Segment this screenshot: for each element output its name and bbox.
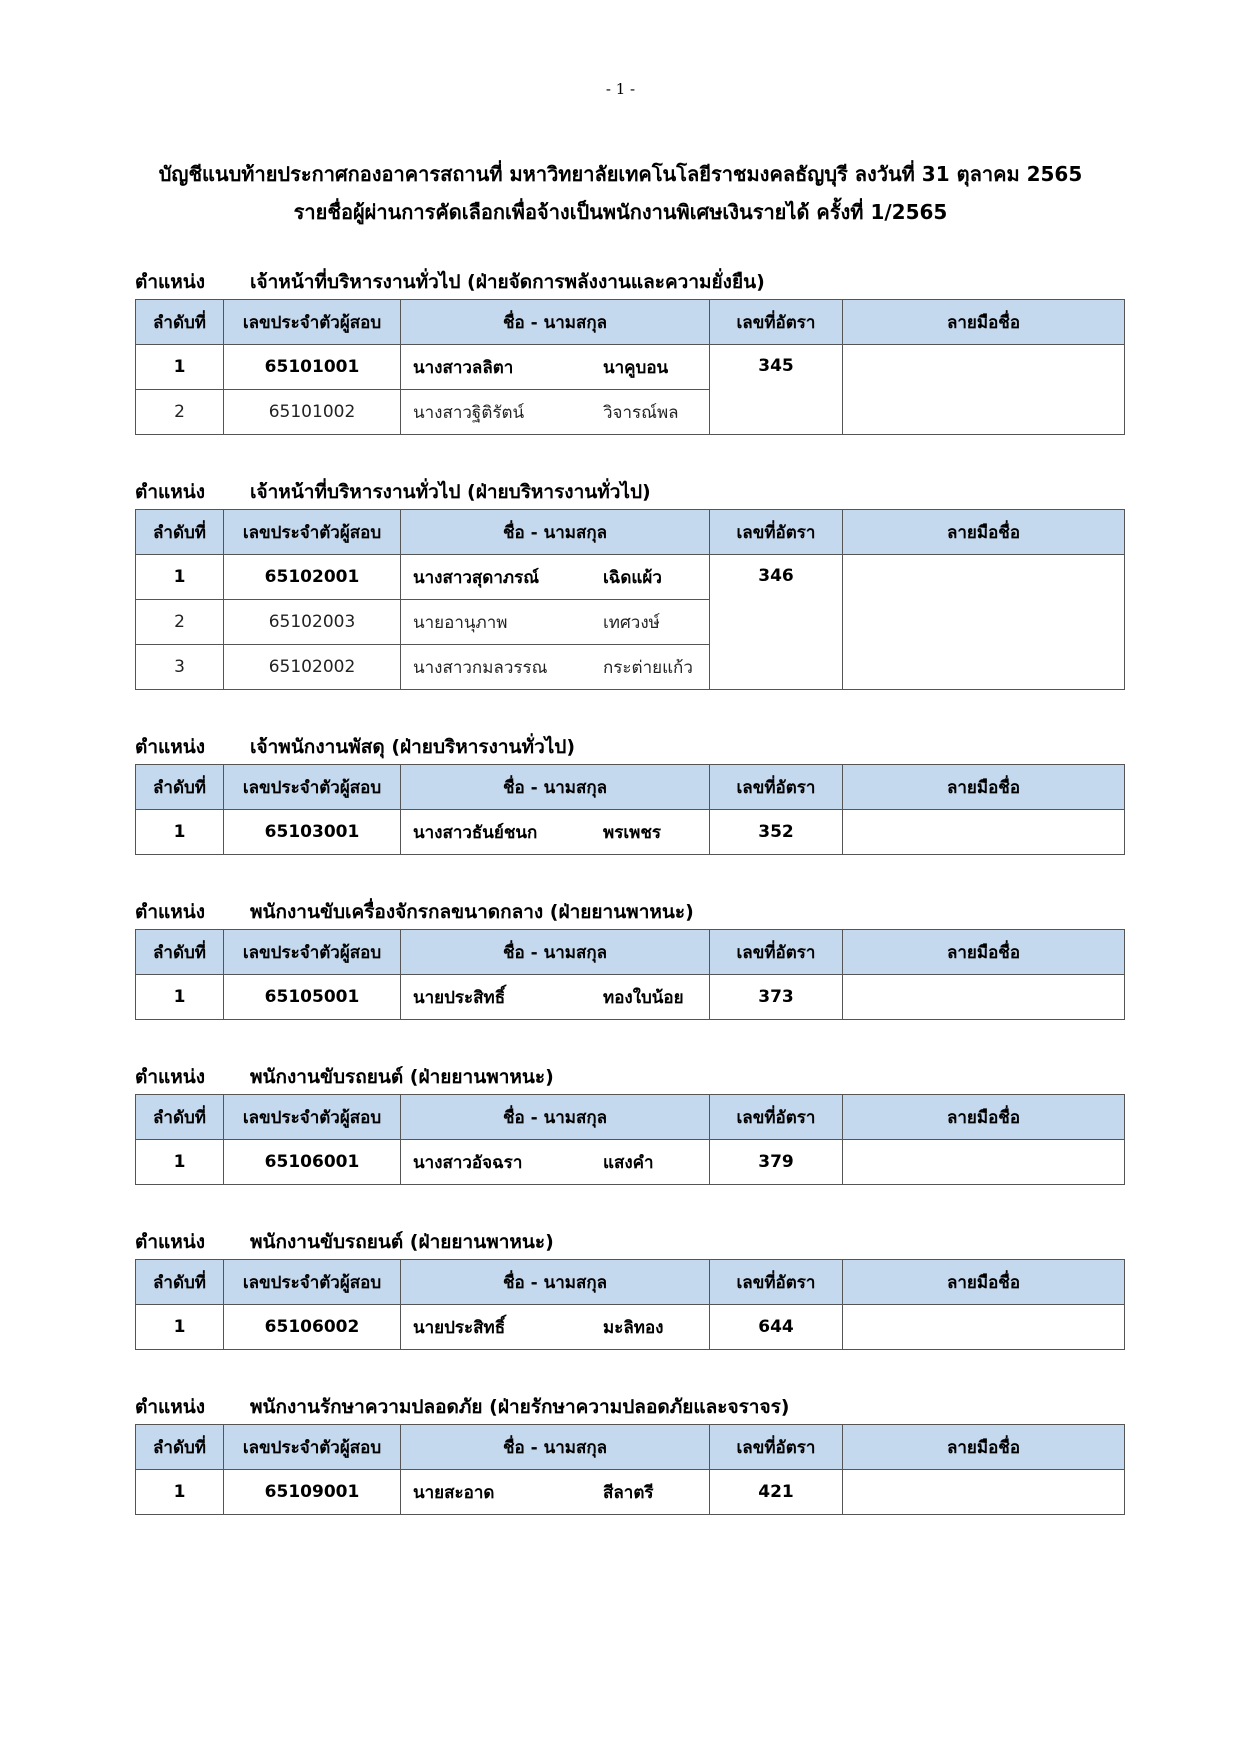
position-section [135, 1060, 1124, 1185]
cell-signature[interactable] [843, 555, 1125, 690]
position-section [135, 475, 1124, 690]
cell-name [401, 810, 710, 855]
cell-exam-id: 65102003 [224, 600, 401, 645]
cell-order: 1 [136, 1470, 224, 1515]
table-header-row [136, 1095, 1125, 1140]
header-signature: ลายมือชื่อ [843, 300, 1125, 345]
position-heading [135, 730, 1124, 764]
position-heading [135, 475, 1124, 509]
candidates-table [135, 299, 1125, 435]
cell-name [401, 600, 710, 645]
cell-order: 1 [136, 975, 224, 1020]
table-header-row [136, 930, 1125, 975]
cell-name [401, 345, 710, 390]
cell-name [401, 1470, 710, 1515]
position-label: ตำแหน่ง [135, 901, 206, 923]
table-row [136, 345, 1125, 390]
cell-name [401, 1305, 710, 1350]
cell-exam-id: 65101002 [224, 390, 401, 435]
cell-rate: 379 [710, 1140, 843, 1185]
table-row [136, 1305, 1125, 1350]
first-name: นางสาวธันย์ชนก [413, 822, 538, 843]
header-exam-id: เลขประจำตัวผู้สอบ [224, 510, 401, 555]
last-name: กระต่ายแก้ว [603, 657, 693, 678]
table-header-row [136, 510, 1125, 555]
header-order: ลำดับที่ [136, 510, 224, 555]
header-order: ลำดับที่ [136, 1095, 224, 1140]
cell-signature[interactable] [843, 345, 1125, 435]
first-name: นางสาวลลิตา [413, 357, 514, 378]
cell-order: 1 [136, 1305, 224, 1350]
first-name: นางสาวอัจฉรา [413, 1152, 523, 1173]
position-heading [135, 1390, 1124, 1424]
header-exam-id: เลขประจำตัวผู้สอบ [224, 1095, 401, 1140]
cell-order: 1 [136, 345, 224, 390]
header-order: ลำดับที่ [136, 1260, 224, 1305]
last-name: เทศวงษ์ [603, 612, 660, 633]
header-exam-id: เลขประจำตัวผู้สอบ [224, 1260, 401, 1305]
position-title: พนักงานขับเครื่องจักรกลขนาดกลาง (ฝ่ายยานพาหนะ) [250, 901, 694, 923]
table-row [136, 555, 1125, 600]
last-name: เฉิดแผ้ว [603, 567, 662, 588]
position-section [135, 1225, 1124, 1350]
cell-exam-id: 65103001 [224, 810, 401, 855]
cell-rate: 373 [710, 975, 843, 1020]
candidates-table [135, 1424, 1125, 1515]
header-exam-id: เลขประจำตัวผู้สอบ [224, 1425, 401, 1470]
table-header-row [136, 1260, 1125, 1305]
header-rate: เลขที่อัตรา [710, 1095, 843, 1140]
header-signature: ลายมือชื่อ [843, 930, 1125, 975]
position-heading [135, 895, 1124, 929]
first-name: นางสาวฐิติรัตน์ [413, 402, 525, 423]
candidates-table [135, 1094, 1125, 1185]
last-name: นาคูบอน [603, 357, 669, 378]
position-section [135, 730, 1124, 855]
cell-name [401, 975, 710, 1020]
first-name: นายอานุภาพ [413, 612, 508, 633]
header-rate: เลขที่อัตรา [710, 765, 843, 810]
cell-signature[interactable] [843, 1140, 1125, 1185]
position-title: พนักงานขับรถยนต์ (ฝ่ายยานพาหนะ) [250, 1231, 554, 1253]
document-subtitle: รายชื่อผู้ผ่านการคัดเลือกเพื่อจ้างเป็นพนักงานพิเศษเงินรายได้ ครั้งที่ 1/2565 [293, 200, 948, 224]
last-name: ทองใบน้อย [603, 987, 684, 1008]
cell-exam-id: 65109001 [224, 1470, 401, 1515]
position-heading [135, 1225, 1124, 1259]
header-name: ชื่อ - นามสกุล [401, 1260, 710, 1305]
cell-order: 1 [136, 555, 224, 600]
header-name: ชื่อ - นามสกุล [401, 1095, 710, 1140]
cell-rate: 644 [710, 1305, 843, 1350]
position-title: พนักงานรักษาความปลอดภัย (ฝ่ายรักษาความปลอดภัยและจราจร) [250, 1396, 790, 1418]
position-label: ตำแหน่ง [135, 736, 206, 758]
header-signature: ลายมือชื่อ [843, 1095, 1125, 1140]
header-order: ลำดับที่ [136, 765, 224, 810]
position-title: พนักงานขับรถยนต์ (ฝ่ายยานพาหนะ) [250, 1066, 554, 1088]
header-rate: เลขที่อัตรา [710, 300, 843, 345]
header-signature: ลายมือชื่อ [843, 1425, 1125, 1470]
position-section [135, 895, 1124, 1020]
cell-exam-id: 65102001 [224, 555, 401, 600]
candidates-table [135, 509, 1125, 690]
cell-exam-id: 65101001 [224, 345, 401, 390]
position-title: เจ้าหน้าที่บริหารงานทั่วไป (ฝ่ายจัดการพลังงานและความยั่งยืน) [250, 271, 765, 293]
header-signature: ลายมือชื่อ [843, 765, 1125, 810]
header-rate: เลขที่อัตรา [710, 1260, 843, 1305]
first-name: นายประสิทธิ์ [413, 987, 506, 1008]
position-label: ตำแหน่ง [135, 1396, 206, 1418]
table-row [136, 1470, 1125, 1515]
position-label: ตำแหน่ง [135, 481, 206, 503]
candidates-table [135, 1259, 1125, 1350]
table-header-row [136, 1425, 1125, 1470]
cell-exam-id: 65102002 [224, 645, 401, 690]
position-section [135, 1390, 1124, 1515]
header-name: ชื่อ - นามสกุล [401, 930, 710, 975]
cell-signature[interactable] [843, 975, 1125, 1020]
cell-order: 2 [136, 390, 224, 435]
cell-signature[interactable] [843, 1305, 1125, 1350]
first-name: นายสะอาด [413, 1482, 495, 1503]
position-title: เจ้าหน้าที่บริหารงานทั่วไป (ฝ่ายบริหารงานทั่วไป) [250, 481, 651, 503]
page-number: - 1 - [605, 80, 636, 98]
header-name: ชื่อ - นามสกุล [401, 1425, 710, 1470]
header-exam-id: เลขประจำตัวผู้สอบ [224, 930, 401, 975]
header-order: ลำดับที่ [136, 300, 224, 345]
table-row [136, 810, 1125, 855]
header-rate: เลขที่อัตรา [710, 1425, 843, 1470]
header-signature: ลายมือชื่อ [843, 510, 1125, 555]
position-label: ตำแหน่ง [135, 271, 206, 293]
header-rate: เลขที่อัตรา [710, 930, 843, 975]
cell-order: 3 [136, 645, 224, 690]
position-section [135, 265, 1124, 435]
cell-order: 1 [136, 1140, 224, 1185]
table-row [136, 975, 1125, 1020]
table-header-row [136, 300, 1125, 345]
cell-rate: 352 [710, 810, 843, 855]
cell-exam-id: 65106001 [224, 1140, 401, 1185]
cell-order: 1 [136, 810, 224, 855]
header-order: ลำดับที่ [136, 930, 224, 975]
position-label: ตำแหน่ง [135, 1066, 206, 1088]
position-label: ตำแหน่ง [135, 1231, 206, 1253]
first-name: นายประสิทธิ์ [413, 1317, 506, 1338]
cell-rate: 346 [710, 555, 843, 690]
cell-signature[interactable] [843, 810, 1125, 855]
candidates-table [135, 764, 1125, 855]
cell-name [401, 645, 710, 690]
first-name: นางสาวกมลวรรณ [413, 657, 548, 678]
candidates-table [135, 929, 1125, 1020]
cell-signature[interactable] [843, 1470, 1125, 1515]
header-signature: ลายมือชื่อ [843, 1260, 1125, 1305]
header-order: ลำดับที่ [136, 1425, 224, 1470]
table-row [136, 1140, 1125, 1185]
header-name: ชื่อ - นามสกุล [401, 510, 710, 555]
header-rate: เลขที่อัตรา [710, 510, 843, 555]
position-title: เจ้าพนักงานพัสดุ (ฝ่ายบริหารงานทั่วไป) [250, 736, 576, 758]
document-title: บัญชีแนบท้ายประกาศกองอาคารสถานที่ มหาวิทยาลัยเทคโนโลยีราชมงคลธัญบุรี ลงวันที่ 31 ตุลาคม 2565 [158, 162, 1083, 186]
cell-exam-id: 65106002 [224, 1305, 401, 1350]
cell-order: 2 [136, 600, 224, 645]
last-name: พรเพชร [603, 822, 662, 843]
cell-name [401, 390, 710, 435]
position-heading [135, 1060, 1124, 1094]
last-name: แสงคำ [603, 1152, 654, 1173]
last-name: มะลิทอง [603, 1317, 664, 1338]
header-exam-id: เลขประจำตัวผู้สอบ [224, 300, 401, 345]
cell-name [401, 555, 710, 600]
last-name: สีลาตรี [603, 1482, 654, 1503]
last-name: วิจารณ์พล [603, 402, 679, 423]
header-exam-id: เลขประจำตัวผู้สอบ [224, 765, 401, 810]
table-header-row [136, 765, 1125, 810]
cell-rate: 345 [710, 345, 843, 435]
position-heading [135, 265, 1124, 299]
header-name: ชื่อ - นามสกุล [401, 300, 710, 345]
cell-exam-id: 65105001 [224, 975, 401, 1020]
first-name: นางสาวสุดาภรณ์ [413, 567, 540, 588]
cell-rate: 421 [710, 1470, 843, 1515]
header-name: ชื่อ - นามสกุล [401, 765, 710, 810]
cell-name [401, 1140, 710, 1185]
